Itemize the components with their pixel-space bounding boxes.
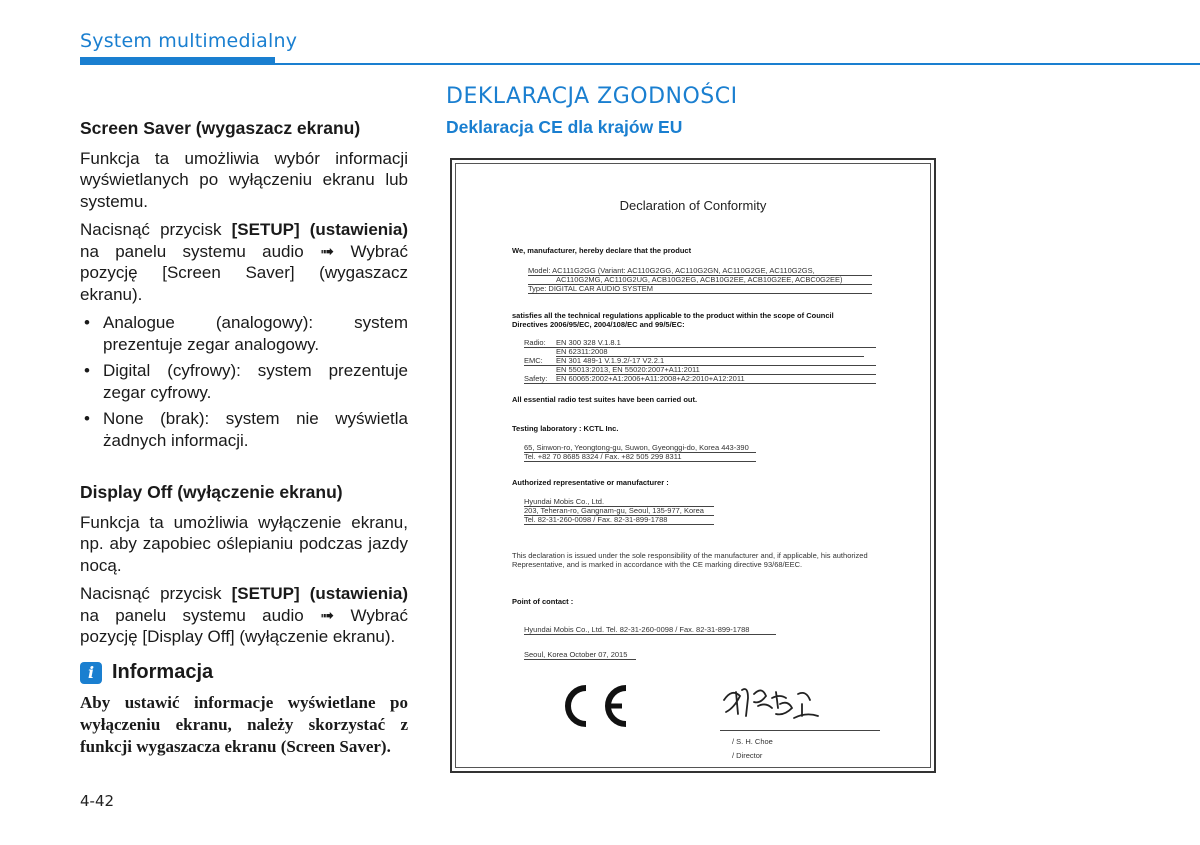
cert-satisfies-line2: Directives 2006/95/EC, 2004/108/EC and 99/5/EC: [512,320,685,329]
standard-value: EN 301 489-1 V.1.9.2/-17 V2.2.1 [556,356,665,365]
cert-intro: We, manufacturer, hereby declare that the product [512,246,692,255]
cert-rep-address: 203, Teheran-ro, Gangnam-gu, Seoul, 135-977, Korea [524,506,704,515]
section-title: System multimedialny [80,30,298,52]
left-column [80,118,408,758]
cert-rep-label: Authorized representative or manufacturer : [512,478,669,487]
standard-label: Safety: [524,374,548,383]
cert-lab-address: 65, Sinwon-ro, Yeongtong-gu, Suwon, Gyeonggi-do, Korea 443-390 [524,443,749,452]
cert-rep-name: Hyundai Mobis Co., Ltd. [524,497,605,506]
display-off-heading: Display Off (wyłączenie ekranu) [80,482,343,502]
standard-value: EN 62311:2008 [556,347,608,356]
page-number: 4-42 [80,792,115,810]
cert-contact-label: Point of contact : [512,597,574,606]
header-rule [80,63,1200,65]
screen-saver-options [80,312,408,451]
display-off-description: Funkcja ta umożliwia wyłączenie ekranu, np. aby zapobiec oślepianiu podczas jazdy nocą. [80,512,408,575]
standard-value: EN 60065:2002+A1:2006+A11:2008+A2:2010+A12:2011 [556,374,745,383]
ce-mark-icon [552,678,632,734]
option-none: • None (brak): system nie wyświetla żadnych informacji. [80,408,408,451]
option-digital: • Digital (cyfrowy): system prezentuje zegar cyfrowy. [80,360,408,403]
setup-button-label: [SETUP] (ustawienia) [231,220,408,239]
instruction-prefix: Nacisnąć przycisk [80,584,232,603]
setup-button-label: [SETUP] (ustawienia) [231,584,408,603]
declaration-subtitle: Deklaracja CE dla krajów EU [446,117,683,137]
cert-contact-value: Hyundai Mobis Co., Ltd. Tel. 82-31-260-0098 / Fax. 82-31-899-1788 [524,625,750,634]
standard-label: EMC: [524,356,543,365]
certificate-title: Declaration of Conformity [619,198,767,213]
info-header [80,662,408,684]
standard-value: EN 55013:2013, EN 55020:2007+A11:2011 [556,365,700,374]
info-title: Informacja [112,660,214,683]
instruction-suffix: na panelu systemu audio ➟ Wybrać pozycję [Display Off] (wyłączenie ekranu). [80,605,408,646]
cert-model-line2: AC110G2MG, AC110G2UG, ACB10G2EG, ACB10G2EE, ACB10G2EE, ACBC0G2EE) [556,275,843,284]
screen-saver-description: Funkcja ta umożliwia wybór informacji wyświetlanych po wyłączeniu ekranu lub systemu. [80,148,408,211]
cert-type-line: Type: DIGITAL CAR AUDIO SYSTEM [528,284,654,293]
option-analogue: • Analogue (analogowy): system prezentuje zegar analogowy. [80,312,408,355]
instruction-prefix: Nacisnąć przycisk [80,220,232,239]
cert-lab-phone: Tel. +82 70 8685 8324 / Fax. +82 505 299 8311 [524,452,682,461]
cert-disclaimer-line2: Representative, and is marked in accordance with the CE marking directive 93/68/EEC. [512,560,803,569]
standard-label: Radio: [524,338,546,347]
declaration-title: DEKLARACJA ZGODNOŚCI [446,84,738,109]
screen-saver-instruction [80,219,408,305]
standard-value: EN 300 328 V.1.8.1 [556,338,621,347]
info-icon: i [80,662,102,684]
cert-satisfies-line1: satisfies all the technical regulations applicable to the product within the scope of Council [512,311,834,320]
cert-lab-label: Testing laboratory : KCTL Inc. [512,424,619,433]
screen-saver-heading: Screen Saver (wygaszacz ekranu) [80,118,361,138]
cert-tests-line: All essential radio test suites have been carried out. [512,395,698,404]
cert-model-line1: Model: AC111G2GG (Variant: AC110G2GG, AC110G2GN, AC110G2GE, AC110G2GS, [528,266,815,275]
cert-signatory-title: / Director [732,751,763,760]
cert-signatory-name: / S. H. Choe [732,737,773,746]
display-off-instruction [80,583,408,648]
instruction-suffix: na panelu systemu audio ➟ Wybrać pozycję [Screen Saver] (wygaszacz ekranu). [80,241,408,304]
cert-disclaimer-line1: This declaration is issued under the sole responsibility of the manufacturer and, if applicable, his authorized [512,551,868,560]
cert-rep-phone: Tel. 82-31-260-0098 / Fax. 82-31-899-1788 [524,515,668,524]
cert-place-date: Seoul, Korea October 07, 2015 [524,650,628,659]
conformity-certificate [450,158,936,773]
info-body: Aby ustawić informacje wyświetlane po wyłączeniu ekranu, należy skorzystać z funkcji wygaszacza ekranu (Screen Saver). [80,692,408,756]
director-signature [714,678,834,728]
